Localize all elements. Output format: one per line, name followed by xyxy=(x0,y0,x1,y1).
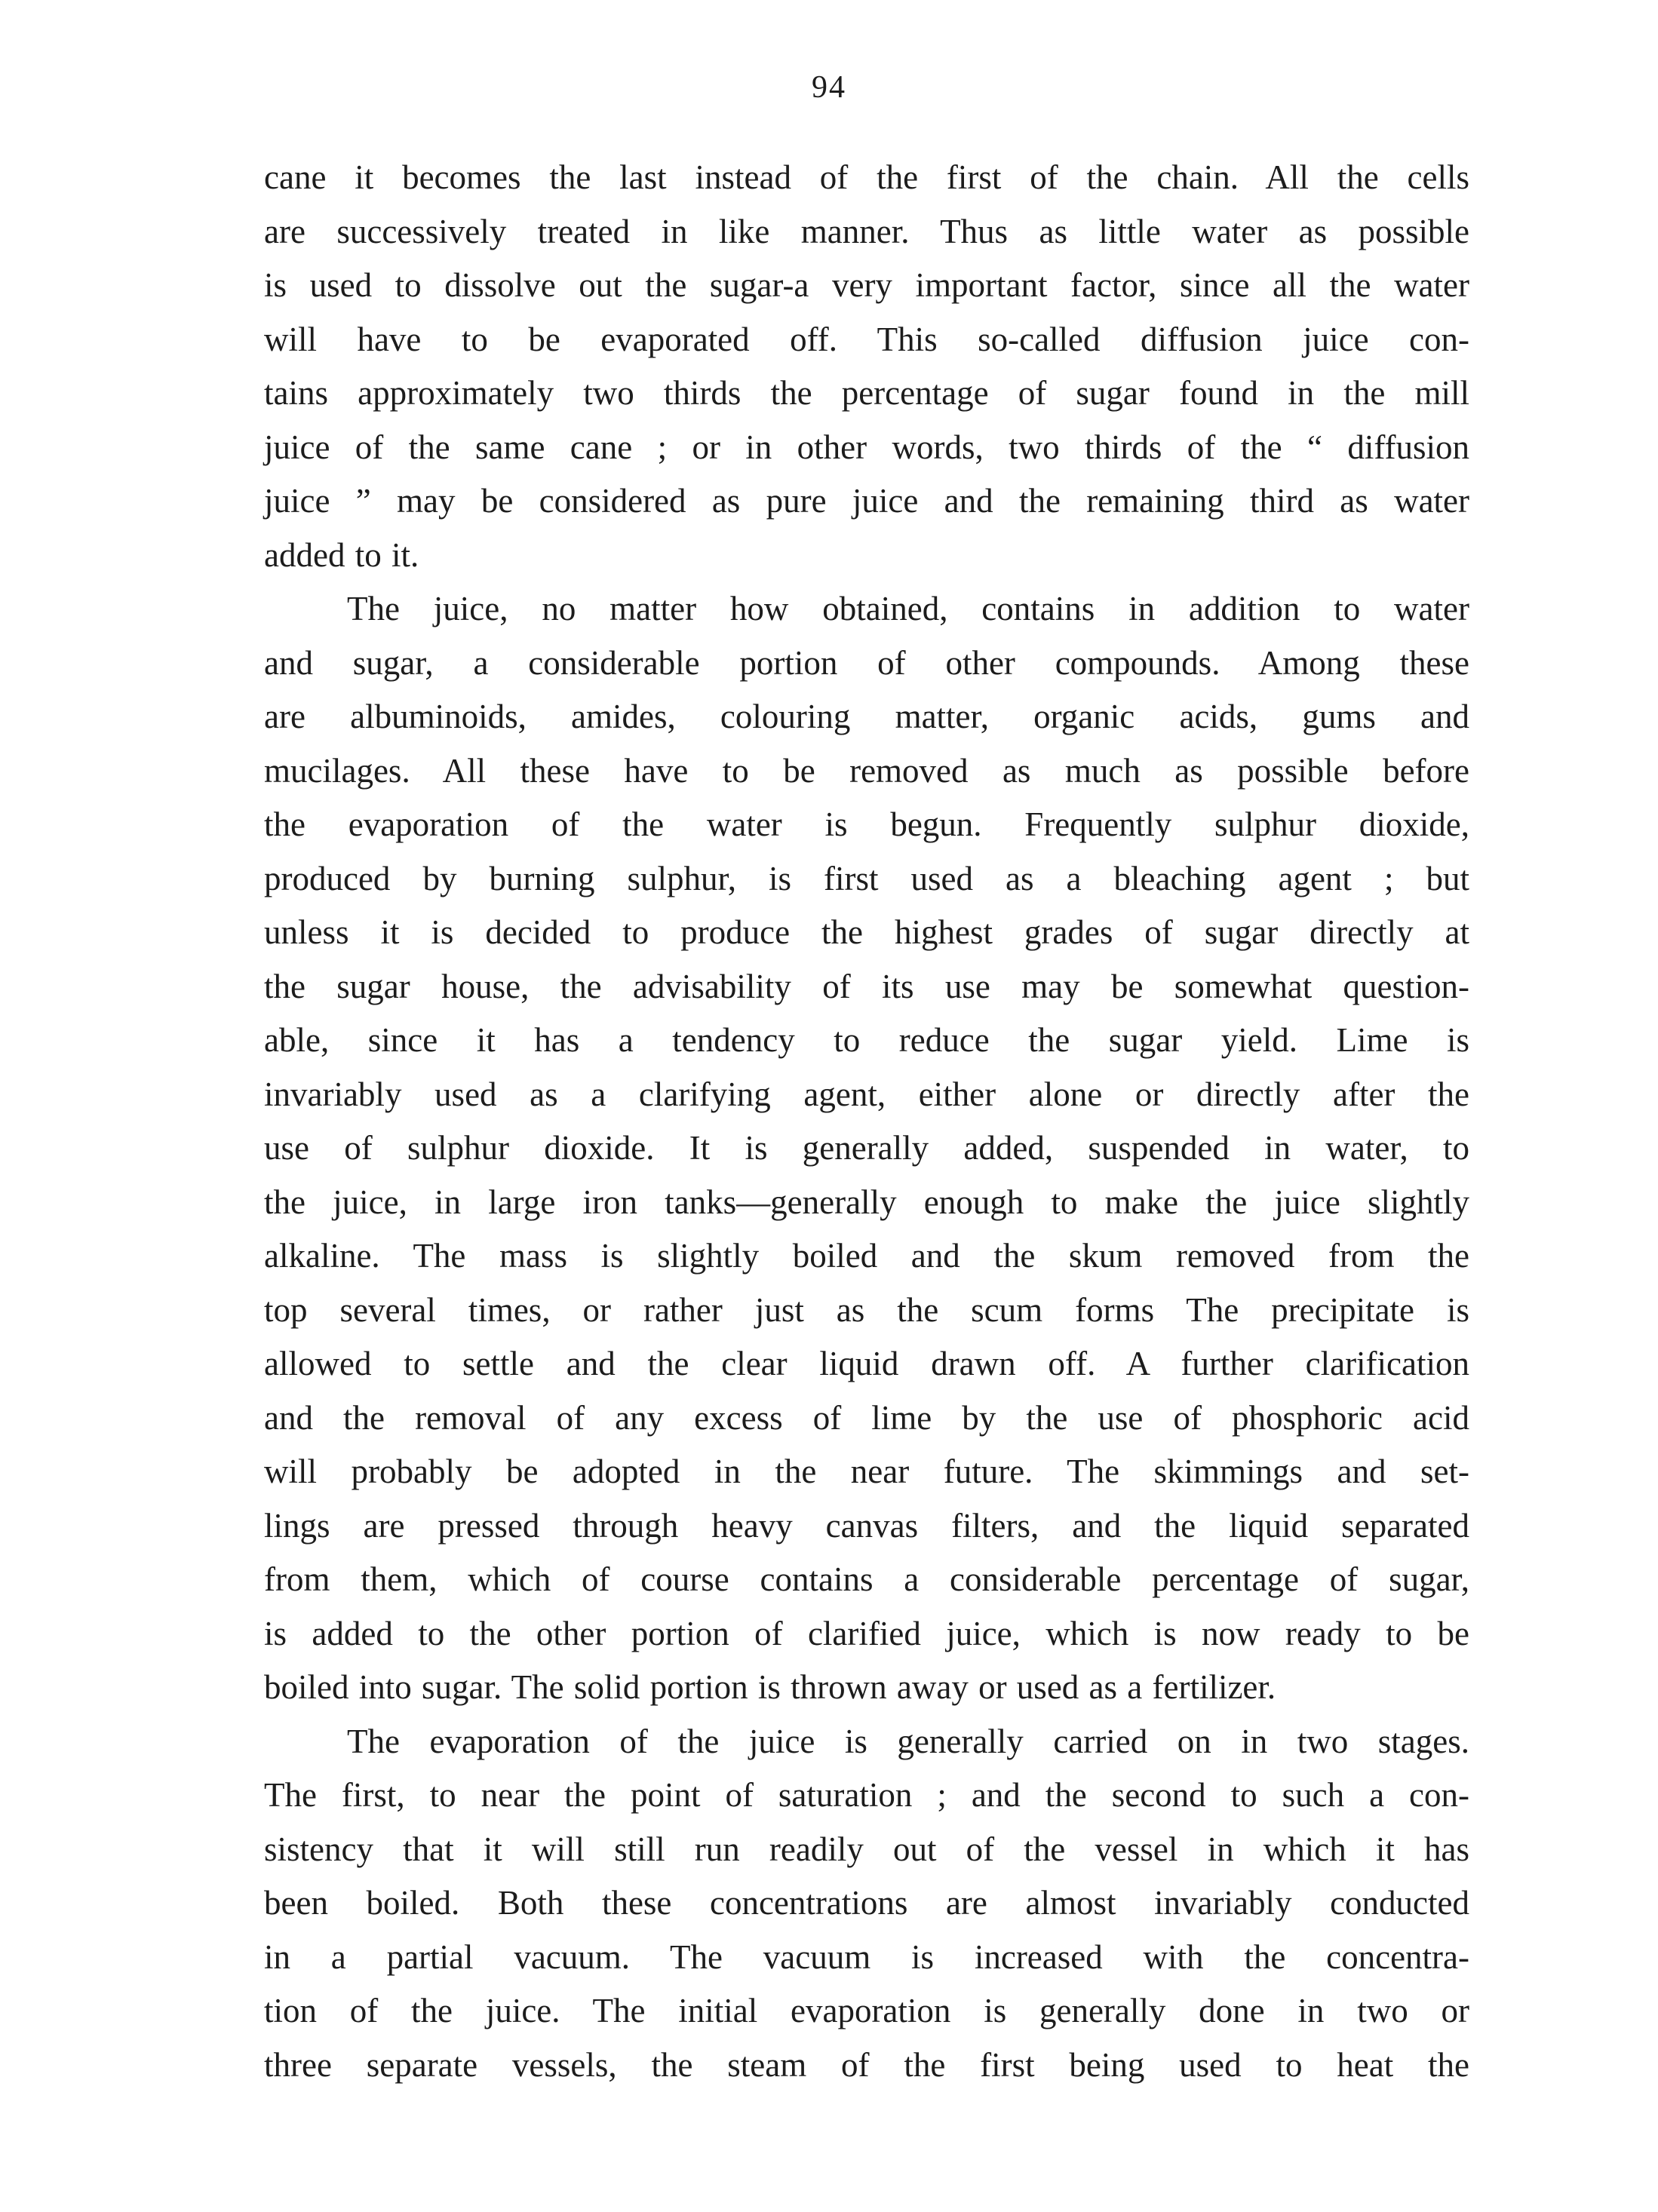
text-line: added to it. xyxy=(264,535,419,574)
text-line: The juice, no matter how obtained, contains in addition to water xyxy=(347,590,1469,627)
text-line: use of sulphur dioxide. It is generally added, suspended in water, to xyxy=(264,1129,1469,1167)
text-line: lings are pressed through heavy canvas filters, and the liquid separated xyxy=(264,1506,1469,1545)
text-line: unless it is decided to produce the highest grades of sugar directly at xyxy=(264,913,1469,951)
text-line: are successively treated in like manner. Thus as little water as possible xyxy=(264,212,1469,250)
text-line: tains approximately two thirds the percentage of sugar found in the mill xyxy=(264,374,1469,412)
text-line: boiled into sugar. The solid portion is thrown away or used as a fertilizer. xyxy=(264,1668,1276,1706)
text-line: is used to dissolve out the sugar-a very important factor, since all the water xyxy=(264,266,1469,304)
text-line: in a partial vacuum. The vacuum is increased with the concentra- xyxy=(264,1937,1469,1976)
text-line: been boiled. Both these concentrations are almost invariably conducted xyxy=(264,1884,1469,1922)
text-line: cane it becomes the last instead of the first of the chain. All the cells xyxy=(264,158,1469,196)
text-line: three separate vessels, the steam of the first being used to heat the xyxy=(264,2045,1469,2084)
text-line: from them, which of course contains a considerable percentage of sugar, xyxy=(264,1560,1469,1598)
text-line: sistency that it will still run readily out of the vessel in which it has xyxy=(264,1830,1469,1868)
text-line: the juice, in large iron tanks—generally enough to make the juice slightly xyxy=(264,1183,1469,1221)
text-line: juice ” may be considered as pure juice and the remaining third as water xyxy=(264,482,1469,520)
text-line: the evaporation of the water is begun. Frequently sulphur dioxide, xyxy=(264,805,1469,843)
text-line: are albuminoids, amides, colouring matter, organic acids, gums and xyxy=(264,698,1469,735)
text-line: top several times, or rather just as the scum forms The precipitate is xyxy=(264,1290,1469,1329)
page-number: 94 xyxy=(812,70,846,105)
text-line: will have to be evaporated off. This so-called diffusion juice con- xyxy=(264,320,1469,358)
text-line: is added to the other portion of clarified juice, which is now ready to be xyxy=(264,1614,1469,1652)
text-line: The evaporation of the juice is generally carried on in two stages. xyxy=(347,1722,1469,1760)
text-line: The first, to near the point of saturation ; and the second to such a con- xyxy=(264,1776,1469,1814)
paragraph-1 xyxy=(264,151,1469,582)
text-line: allowed to settle and the clear liquid drawn off. A further clarification xyxy=(264,1345,1469,1382)
text-line: will probably be adopted in the near future. The skimmings and set- xyxy=(264,1453,1469,1490)
text-line: and sugar, a considerable portion of other compounds. Among these xyxy=(264,643,1469,682)
text-line: alkaline. The mass is slightly boiled and the skum removed from the xyxy=(264,1237,1469,1275)
text-line: the sugar house, the advisability of its use may be somewhat question- xyxy=(264,967,1469,1005)
text-line: produced by burning sulphur, is first used as a bleaching agent ; but xyxy=(264,859,1469,897)
text-line: tion of the juice. The initial evaporation is generally done in two or xyxy=(264,1992,1469,2029)
text-line: juice of the same cane ; or in other words, two thirds of the “ diffusion xyxy=(264,428,1469,466)
text-line: and the removal of any excess of lime by the use of phosphoric acid xyxy=(264,1398,1469,1437)
text-line: invariably used as a clarifying agent, either alone or directly after the xyxy=(264,1075,1469,1113)
text-line: mucilages. All these have to be removed as much as possible before xyxy=(264,751,1469,790)
body-text xyxy=(264,151,1469,2092)
paragraph-3 xyxy=(264,1715,1469,2093)
text-line: able, since it has a tendency to reduce the sugar yield. Lime is xyxy=(264,1021,1469,1059)
paragraph-2 xyxy=(264,582,1469,1715)
